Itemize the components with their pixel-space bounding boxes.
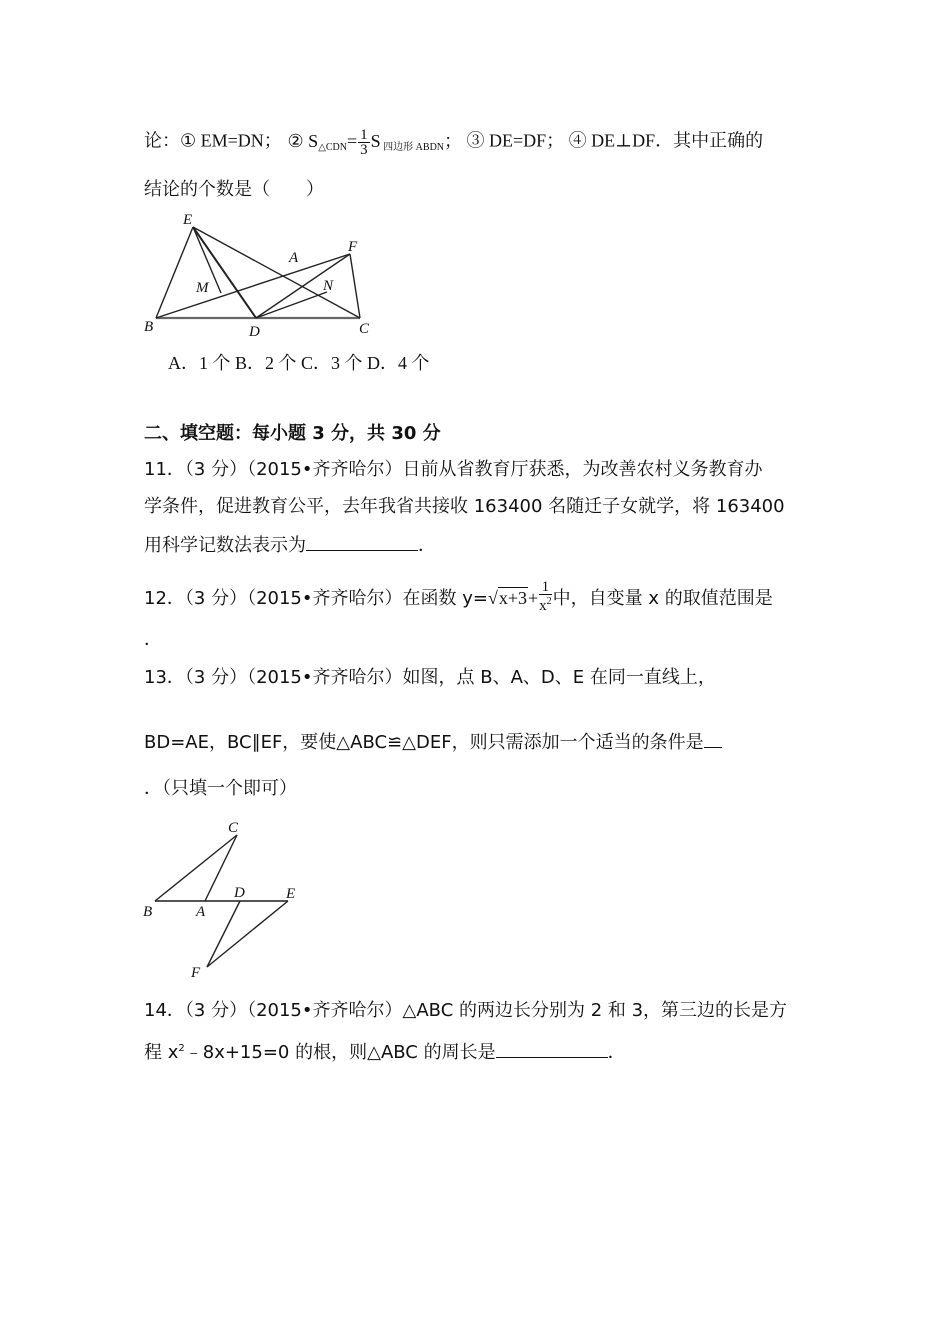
- sqrt-radicand: x+3: [498, 588, 528, 608]
- q12-line-1: [144, 580, 773, 613]
- label-A: A: [289, 250, 299, 266]
- c2-prefix: ② S: [287, 130, 319, 151]
- q14-exponent: 2: [178, 1043, 185, 1054]
- label-B: B: [144, 319, 154, 335]
- q10-figure: [0, 0, 950, 360]
- q12-frac-num: 1: [539, 580, 552, 595]
- q10-prefix: 论：: [144, 130, 180, 152]
- c2-sub2: 四边形 ABDN: [380, 141, 445, 153]
- q13-line-3: ．（只填一个即可）: [144, 778, 297, 799]
- q13-line-2: [144, 729, 722, 755]
- q13-line-1: 13．（3 分）（2015•齐齐哈尔）如图，点 B、A、D、E 在同一直线上，: [144, 667, 716, 688]
- q14-answer-blank[interactable]: [496, 1039, 608, 1058]
- q12-suffix: 中，自变量 x 的取值范围是: [552, 588, 773, 609]
- fraction-one-over-x-squared: [539, 580, 552, 613]
- q12-frac-exp: 2: [546, 596, 552, 607]
- c2-s: S: [370, 130, 381, 151]
- q13-figure: [0, 800, 400, 990]
- frac-den: 3: [360, 142, 368, 158]
- label-D: D: [234, 885, 245, 901]
- q14-mid: ﹣8x+15=0 的根，则△ABC 的周长是: [184, 1042, 496, 1063]
- q10-conclusion-4: ④ DE⊥DF．其中正确的: [564, 130, 764, 151]
- q11-line-1: 11．（3 分）（2015•齐齐哈尔）日前从省教育厅获悉，为改善农村义务教育办: [144, 459, 763, 480]
- c2-sub1: △CDN: [318, 141, 347, 153]
- q10-conclusion-3: ③ DE=DF；: [462, 130, 565, 151]
- label-N: N: [323, 278, 334, 294]
- q10-conclusion-1: ① EM=DN；: [180, 130, 282, 151]
- q10-options: A．1 个 B．2 个 C．3 个 D．4 个: [168, 353, 430, 373]
- label-E: E: [286, 886, 296, 902]
- q11-line-3-text: 用科学记数法表示为: [144, 535, 306, 556]
- q13-line-2-text: BD=AE，BC∥EF，要使△ABC≌△DEF，则只需添加一个适当的条件是: [144, 732, 704, 753]
- label-F: F: [348, 239, 358, 255]
- q12-frac-den: x: [539, 598, 547, 614]
- label-A: A: [196, 904, 206, 920]
- label-F: F: [191, 965, 201, 981]
- q12-line-2: ．: [144, 629, 162, 650]
- q12-prefix: 12．（3 分）（2015•齐齐哈尔）在函数 y=: [144, 588, 488, 609]
- label-M: M: [196, 280, 209, 296]
- q13-answer-blank[interactable]: [704, 729, 722, 748]
- c2-eq: =: [347, 130, 358, 151]
- q14-line-2: [144, 1037, 626, 1065]
- label-D: D: [249, 324, 260, 340]
- label-C: C: [228, 820, 239, 836]
- q11-period: ．: [418, 535, 436, 556]
- frac-num: 1: [360, 127, 368, 143]
- q12-plus: +: [528, 588, 539, 608]
- q11-line-2: 学条件，促进教育公平，去年我省共接收 163400 名随迁子女就学，将 163400: [144, 496, 785, 517]
- q11-line-3: [144, 532, 436, 558]
- sqrt-expression: √x+3: [487, 588, 528, 608]
- q14-line-1: 14．（3 分）（2015•齐齐哈尔）△ABC 的两边长分别为 2 和 3，第三边的长是方: [144, 1000, 788, 1021]
- q11-answer-blank[interactable]: [306, 532, 418, 551]
- label-E: E: [183, 212, 193, 228]
- q14-prefix: 程 x: [144, 1042, 179, 1063]
- q10-question-line: 结论的个数是（ ）: [144, 179, 324, 200]
- q14-period: ．: [607, 1042, 626, 1063]
- label-C: C: [359, 321, 370, 337]
- section-title: 二、填空题：每小题 3 分，共 30 分: [144, 423, 441, 444]
- c2-end: ；: [444, 130, 463, 151]
- label-B: B: [143, 904, 153, 920]
